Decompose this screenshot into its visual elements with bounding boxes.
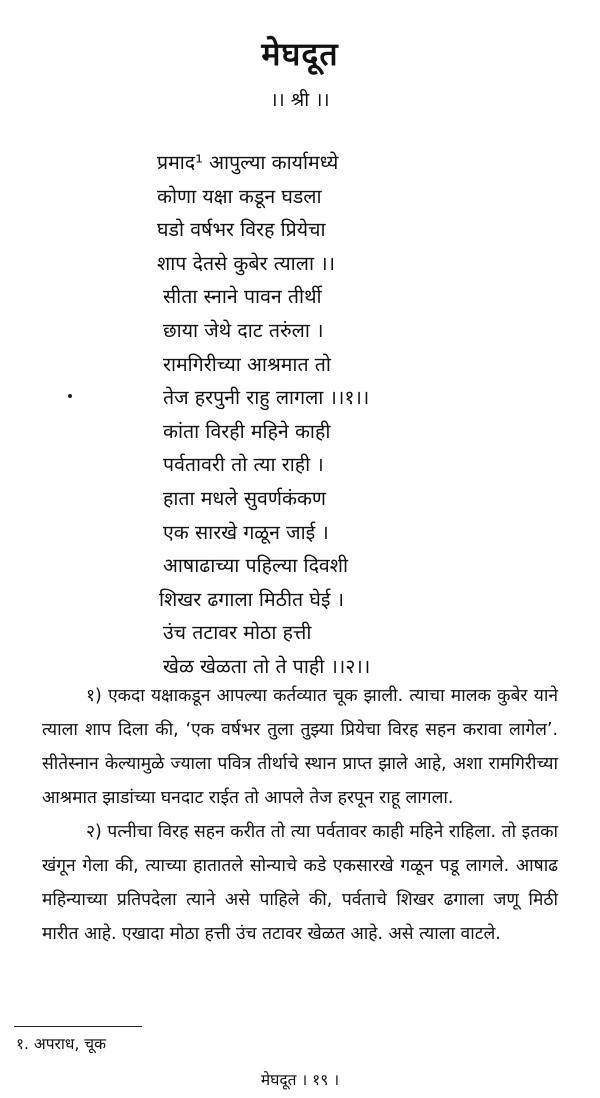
- poem-line: आषाढाच्या पहिल्या दिवशी: [163, 554, 349, 578]
- prose-paragraph: १) एकदा यक्षाकडून आपल्या कर्तव्यात चूक झाली. त्याचा मालक कुबेर याने त्याला शाप दिला की, ‘एक वर्षभर तुला तुझ्या प्रियेचा विरह सहन करावा लागेल’. सीतेस्नान केल्यामुळे ज्याला पवित्र तीर्थाचे स्थान प्राप्त झाले आहे, अशा रामगिरीच्या आश्रमात झाडांच्या घनदाट राईत तो आपले तेज हरपून राहू लागला.: [42, 686, 558, 808]
- page-folio: मेघदूत । १९ ।: [260, 1071, 340, 1089]
- poem-line: उंच तटावर मोठा हत्ती: [163, 621, 312, 645]
- prose-paragraph: २) पत्नीचा विरह सहन करीत तो त्या पर्वतावर काही महिने राहिला. तो इतका खंगून गेला की, त्याच्या हातातले सोन्याचे कडे एकसारखे गळून पडू लागले. आषाढ महिन्याच्या प्रतिपदेला त्याने असे पाहिले की, पर्वताचे शिखर ढगाला जणू मिठी मारीत आहे. एखादा मोठा हत्ती उंच तटावर खेळत आहे. असे त्याला वाटले.: [42, 822, 558, 944]
- poem-line: रामगिरीच्या आश्रमात तो: [163, 352, 331, 376]
- footnote: १. अपराध, चूक: [16, 1035, 107, 1053]
- poem-line: सीता स्नाने पावन तीर्थी: [163, 285, 322, 309]
- poem-line: तेज हरपुनी राहु लागला ।।१।।: [163, 386, 370, 410]
- poem-line: कांता विरही महिने काही: [163, 419, 331, 443]
- invocation: ।। श्री ।।: [270, 89, 330, 111]
- poem-line: कोणा यक्षा कडून घडला: [157, 184, 322, 208]
- poem-line: शाप देतसे कुबेर त्याला ।।: [157, 251, 335, 275]
- prose-commentary: [42, 679, 558, 951]
- poem-line: शिखर ढगाला मिठीत घेई ।: [159, 587, 345, 611]
- poem-line: छाया जेथे दाट तरुंला ।: [163, 318, 324, 342]
- poem-verses: [157, 146, 370, 684]
- poem-line: एक सारखे गळून जाई ।: [163, 520, 329, 544]
- poem-line: प्रमाद¹ आपुल्या कार्यामध्ये: [157, 151, 339, 174]
- poem-line: हाता मधले सुवर्णकंकण: [163, 486, 327, 510]
- margin-dot: [68, 394, 72, 398]
- poem-line: पर्वतावरी तो त्या राही ।: [163, 453, 324, 477]
- poem-line: खेळ खेळता तो ते पाही ।।२।।: [163, 654, 371, 678]
- footnote-divider: [14, 1026, 142, 1027]
- poem-line: घडो वर्षभर विरह प्रियेचा: [157, 218, 326, 242]
- page-title: मेघदूत: [261, 35, 339, 73]
